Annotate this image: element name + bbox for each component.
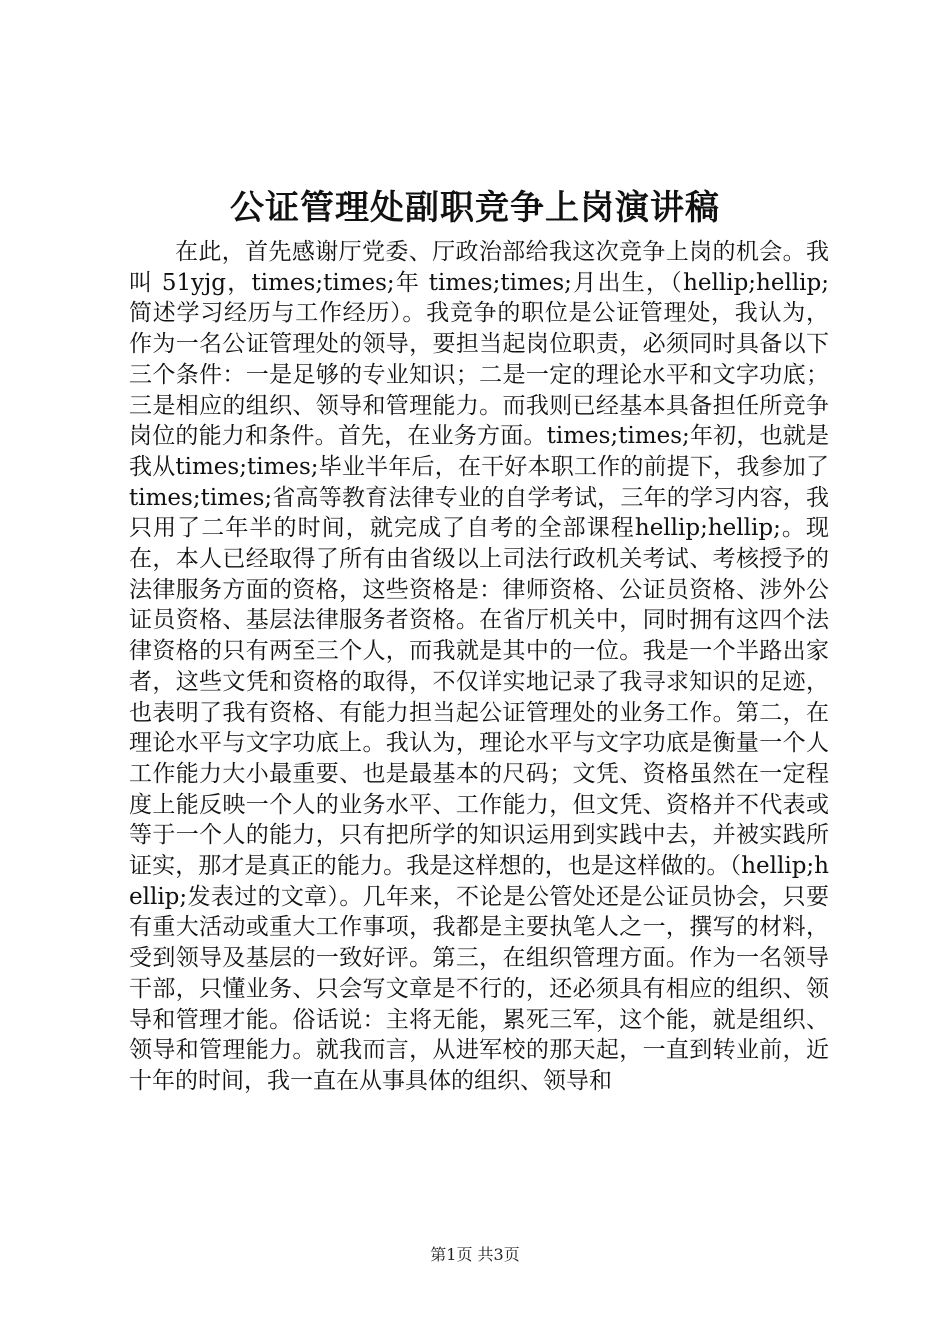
page-footer: 第1页 共3页 (430, 1245, 520, 1264)
document-title: 公证管理处副职竞争上岗演讲稿 (230, 188, 720, 228)
body-paragraph: 在此，首先感谢厅党委、厅政治部给我这次竞争上岗的机会。我叫 51yjg，times;times;年 times;times;月出生，（hellip;hellip;简述学习经历与工作经历）。我竞争的职位是公证管理处，我认为，作为一名公证管理处的领导，要担当起岗位职责，必须同时具备以下三个条件：一是足够的专业知识；二是一定的理论水平和文字功底；三是相应的组织、领导和管理能力。而我则已经基本具备担任所竞争岗位的能力和条件。首先，在业务方面。times;times;年初，也就是我从times;times;毕业半年后，在干好本职工作的前提下，我参加了times;times;省高等教育法律专业的自学考试，三年的学习内容，我只用了二年半的时间，就完成了自考的全部课程hellip;hellip;。现在，本人已经取得了所有由省级以上司法行政机关考试、考核授予的法律服务方面的资格，这些资格是：律师资格、公证员资格、涉外公证员资格、基层法律服务者资格。在省厅机关中，同时拥有这四个法律资格的只有两至三个人，而我就是其中的一位。我是一个半路出家者，这些文凭和资格的取得，不仅详实地记录了我寻求知识的足迹，也表明了我有资格、有能力担当起公证管理处的业务工作。第二，在理论水平与文字功底上。我认为，理论水平与文字功底是衡量一个人工作能力大小最重要、也是最基本的尺码；文凭、资格虽然在一定程度上能反映一个人的业务水平、工作能力，但文凭、资格并不代表或等于一个人的能力，只有把所学的知识运用到实践中去，并被实践所证实，那才是真正的能力。我是这样想的，也是这样做的。（hellip;hellip;发表过的文章）。几年来，不论是公管处还是公证员协会，只要有重大活动或重大工作事项，我都是主要执笔人之一，撰写的材料，受到领导及基层的一致好评。第三，在组织管理方面。作为一名领导干部，只懂业务、只会写文章是不行的，还必须具有相应的组织、领导和管理才能。俗话说：主将无能，累死三军，这个能，就是组织、领导和管理能力。就我而言，从进军校的那天起，一直到转业前，近十年的时间，我一直在从事具体的组织、领导和 (129, 239, 829, 1094)
